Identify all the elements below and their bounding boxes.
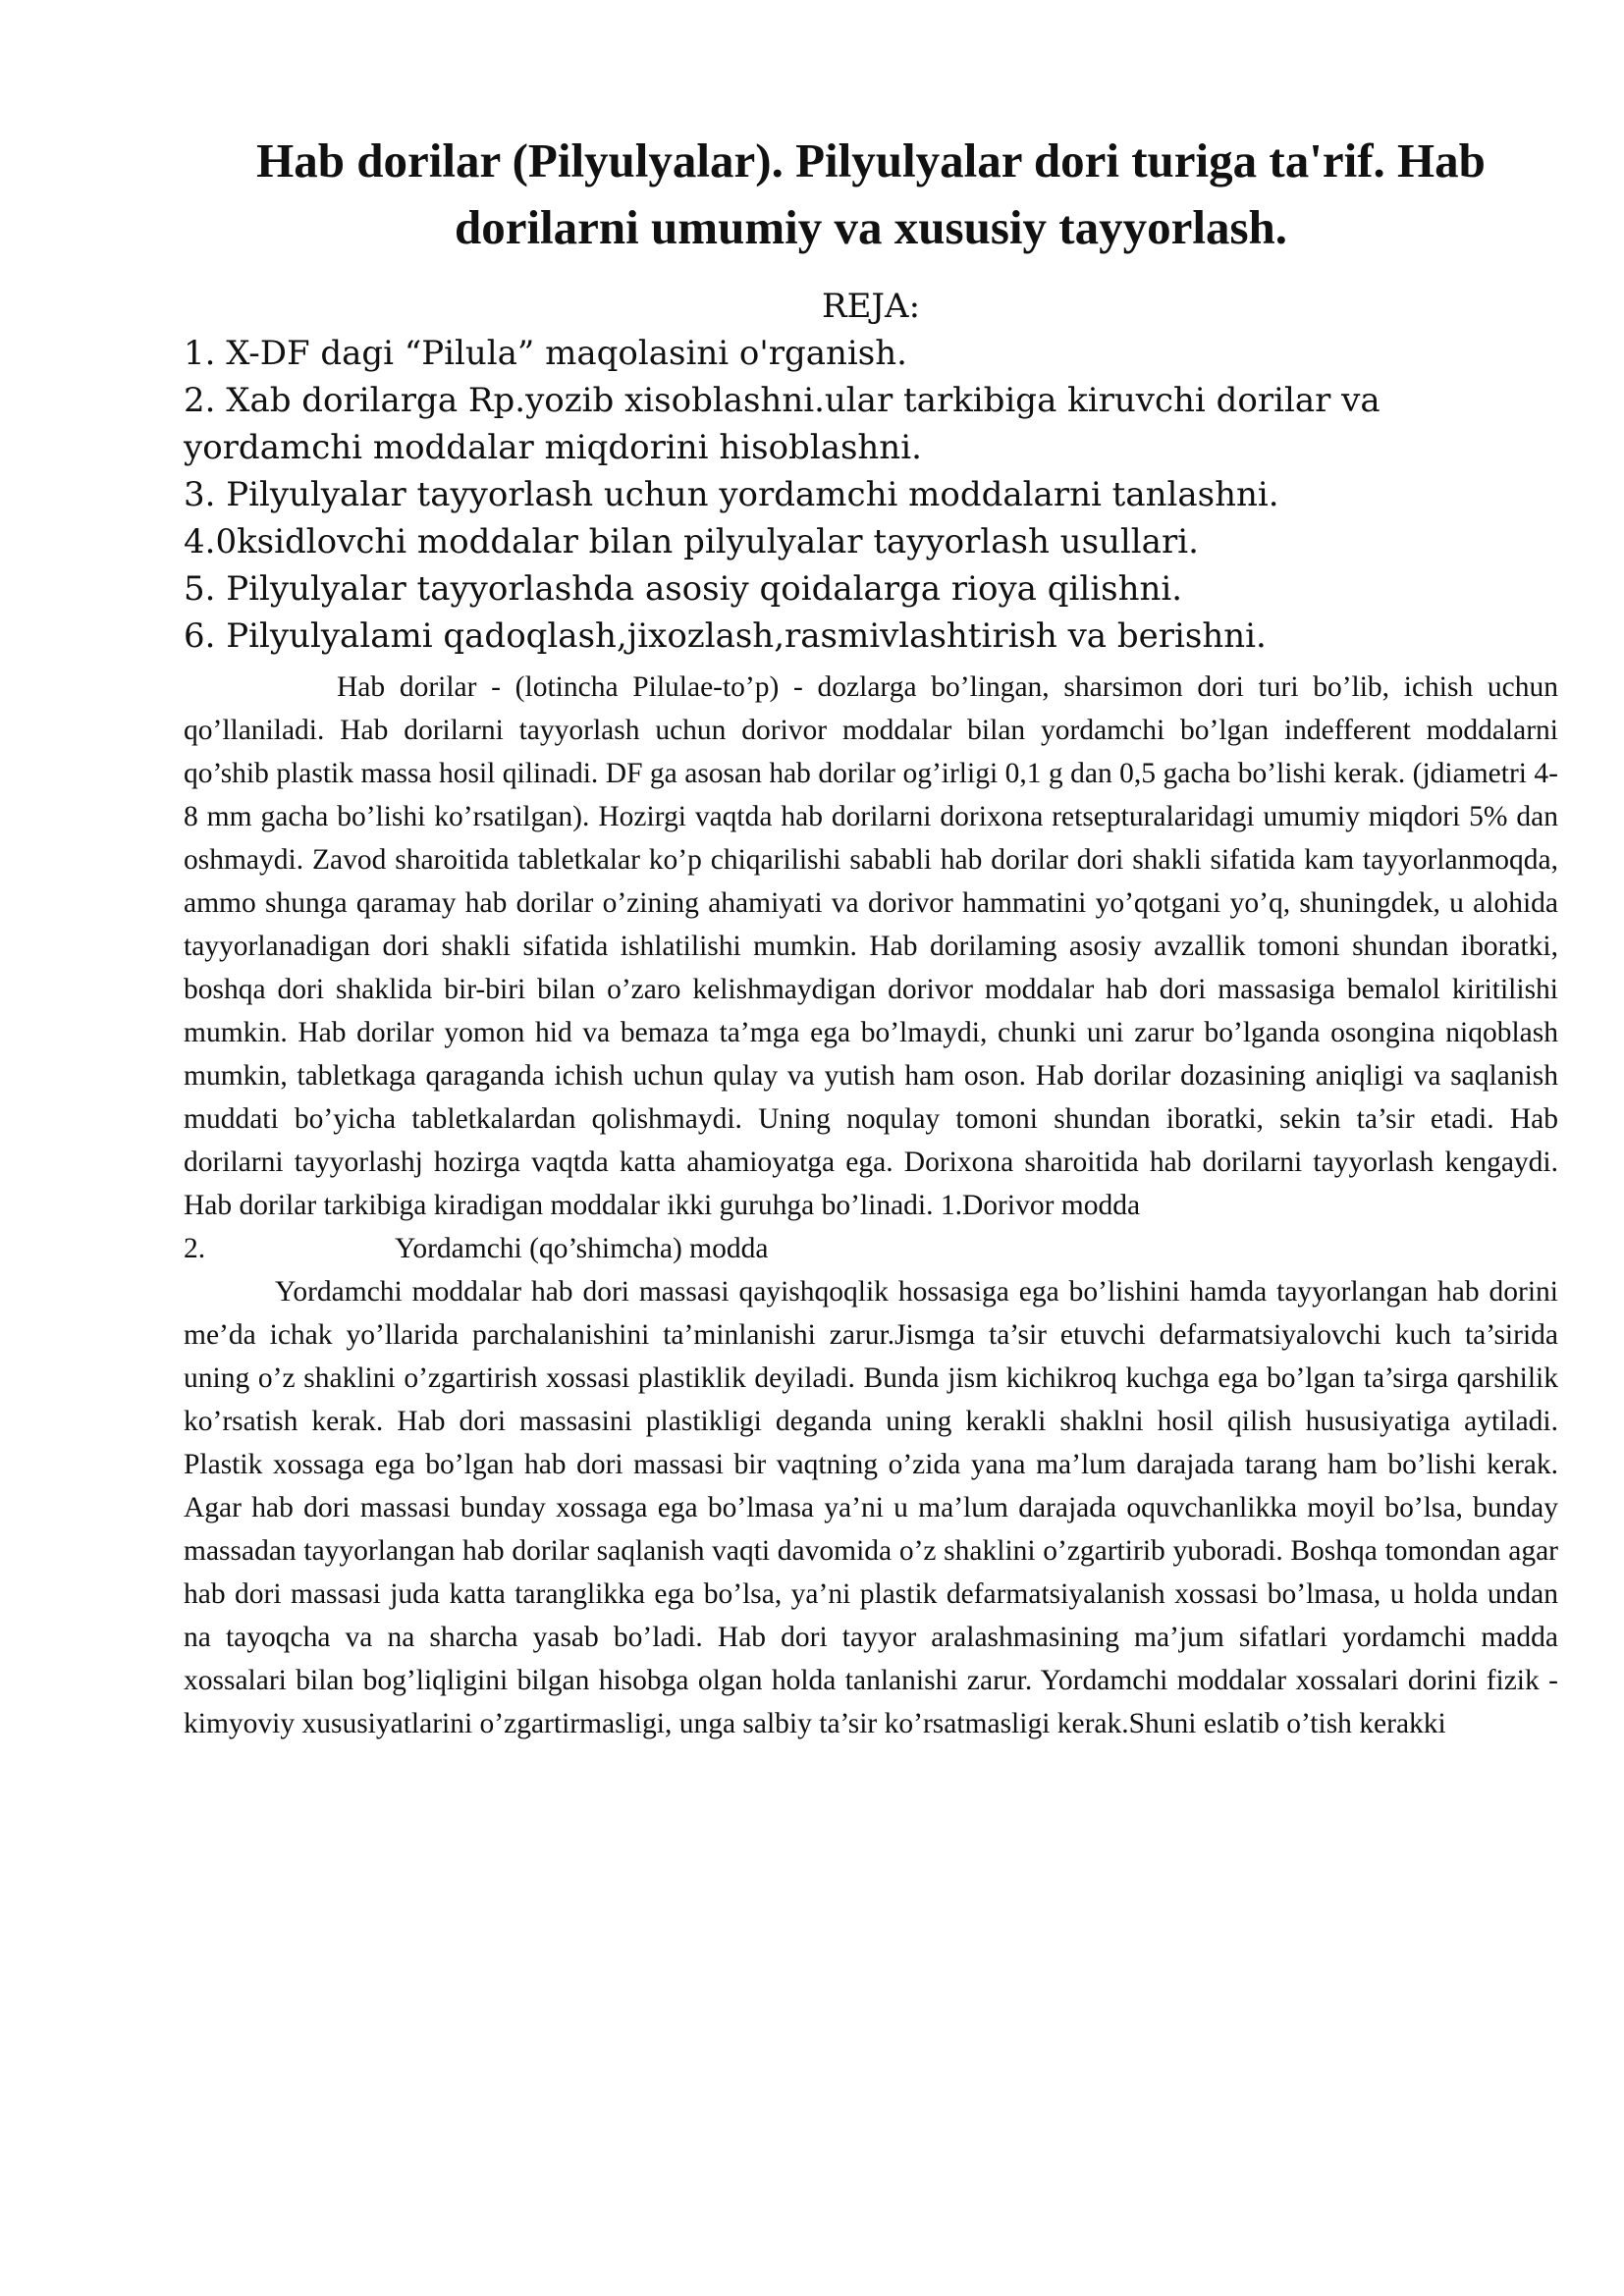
document-page [184,128,1558,1745]
list-item-2-number: 2. [184,1233,206,1264]
title-line-2: dorilarni umumiy va xususiy tayyorlash. [454,200,1288,254]
body-text [184,666,1558,1745]
plan-item-5: 5. Pilyulyalar tayyorlashda asosiy qoidalarga rioya qilishni. [184,569,1183,609]
plan-item-2: 2. Xab dorilarga Rp.yozib xisoblashni.ular tarkibiga kiruvchi dorilar va [184,381,1380,420]
plan-list [184,330,1558,660]
document-title [184,128,1558,261]
plan-heading: REJA: [821,287,921,326]
paragraph-1: Hab dorilar - (lotincha Pilulae-to’p) - dozlarga bo’lingan, sharsimon dori turi bo’lib, ichish uchun qo’llaniladi. Hab dorilarni tayyorlash uchun dorivor moddalar bilan yordamchi bo’lgan indefferent moddalarni qo’shib plastik massa hosil qilinadi. DF ga asosan hab dorilar og’irligi 0,1 g dan 0,5 gacha bo’lishi kerak. (jdiametri 4-8 mm gacha bo’lishi ko’rsatilgan). Hozirgi vaqtda hab dorilarni dorixona retsepturalaridagi umumiy miqdori 5% dan oshmaydi. Zavod sharoitida tabletkalar ko’p chiqarilishi sababli hab dorilar dori shakli sifatida kam tayyorlanmoqda, ammo shunga qaramay hab dorilar o’zining ahamiyati va dorivor hammatini yo’qotgani yo’q, shuningdek, u alohida tayyorlanadigan dori shakli sifatida ishlatilishi mumkin. Hab dorilaming asosiy avzallik tomoni shundan iboratki, boshqa dori shaklida bir-biri bilan o’zaro kelishmaydigan dorivor moddalar hab dori massasiga bemalol kiritilishi mumkin. Hab dorilar yomon hid va bemaza ta’mga ega bo’lmaydi, chunki uni zarur bo’lganda osongina niqoblash mumkin, tabletkaga qaraganda ichish uchun qulay va yutish ham oson. Hab dorilar dozasining aniqligi va saqlanish muddati bo’yicha tabletkalardan qolishmaydi. Uning noqulay tomoni shundan iboratki, sekin ta’sir etadi. Hab dorilarni tayyorlashj hozirga vaqtda katta ahamioyatga ega. Dorixona sharoitida hab dorilarni tayyorlash kengaydi. Hab dorilar tarkibiga kiradigan moddalar ikki guruhga bo’linadi. 1.Dorivor modda [184,671,1558,1221]
plan-item-6: 6. Pilyulyalami qadoqlash,jixozlash,rasmivlashtirish va berishni. [184,616,1267,656]
plan-item-2-continuation: yordamchi moddalar miqdorini hisoblashni. [184,428,922,467]
paragraph-2: Yordamchi moddalar hab dori massasi qayishqoqlik hossasiga ega bo’lishini hamda tayyorlangan hab dorini me’da ichak yo’llarida parchalanishini ta’minlanishi zarur.Jismga ta’sir etuvchi defarmatsiyalovchi kuch ta’sirida uning o’z shaklini o’zgartirish xossasi plastiklik deyiladi. Bunda jism kichikroq kuchga ega bo’lgan ta’sirga qarshilik ko’rsatish kerak. Hab dori massasini plastikligi deganda uning kerakli shaklni hosil qilish hususiyatiga aytiladi. Plastik xossaga ega bo’lgan hab dori massasi bir vaqtning o’zida yana ma’lum darajada tarang ham bo’lishi kerak. Agar hab dori massasi bunday xossaga ega bo’lmasa ya’ni u ma’lum darajada oquvchanlikka moyil bo’lsa, bunday massadan tayyorlangan hab dorilar saqlanish vaqti davomida o’z shaklini o’zgartirib yuboradi. Boshqa tomondan agar hab dori massasi juda katta taranglikka ega bo’lsa, ya’ni plastik defarmatsiyalanish xossasi bo’lmasa, u holda undan na tayoqcha va na sharcha yasab bo’ladi. Hab dori tayyor aralashmasining ma’jum sifatlari yordamchi madda xossalari bilan bog’liqligini bilgan hisobga olgan holda tanlanishi zarur. Yordamchi moddalar xossalari dorini fizik - kimyoviy xususiyatlarini o’zgartirmasligi, unga salbiy ta’sir ko’rsatmasligi kerak.Shuni eslatib o’tish kerakki [184,1276,1558,1739]
plan-item-4: 4.0ksidlovchi moddalar bilan pilyulyalar tayyorlash usullari. [184,522,1199,561]
plan-item-3: 3. Pilyulyalar tayyorlash uchun yordamchi moddalarni tanlashni. [184,475,1279,514]
title-line-1: Hab dorilar (Pilyulyalar). Pilyulyalar dori turiga ta'rif. Hab [256,133,1486,187]
list-item-2 [184,1227,1558,1270]
plan-item-1: 1. X-DF dagi “Pilula” maqolasini o'rganish. [184,334,907,373]
list-item-2-text: Yordamchi (qo’shimcha) modda [395,1233,769,1264]
